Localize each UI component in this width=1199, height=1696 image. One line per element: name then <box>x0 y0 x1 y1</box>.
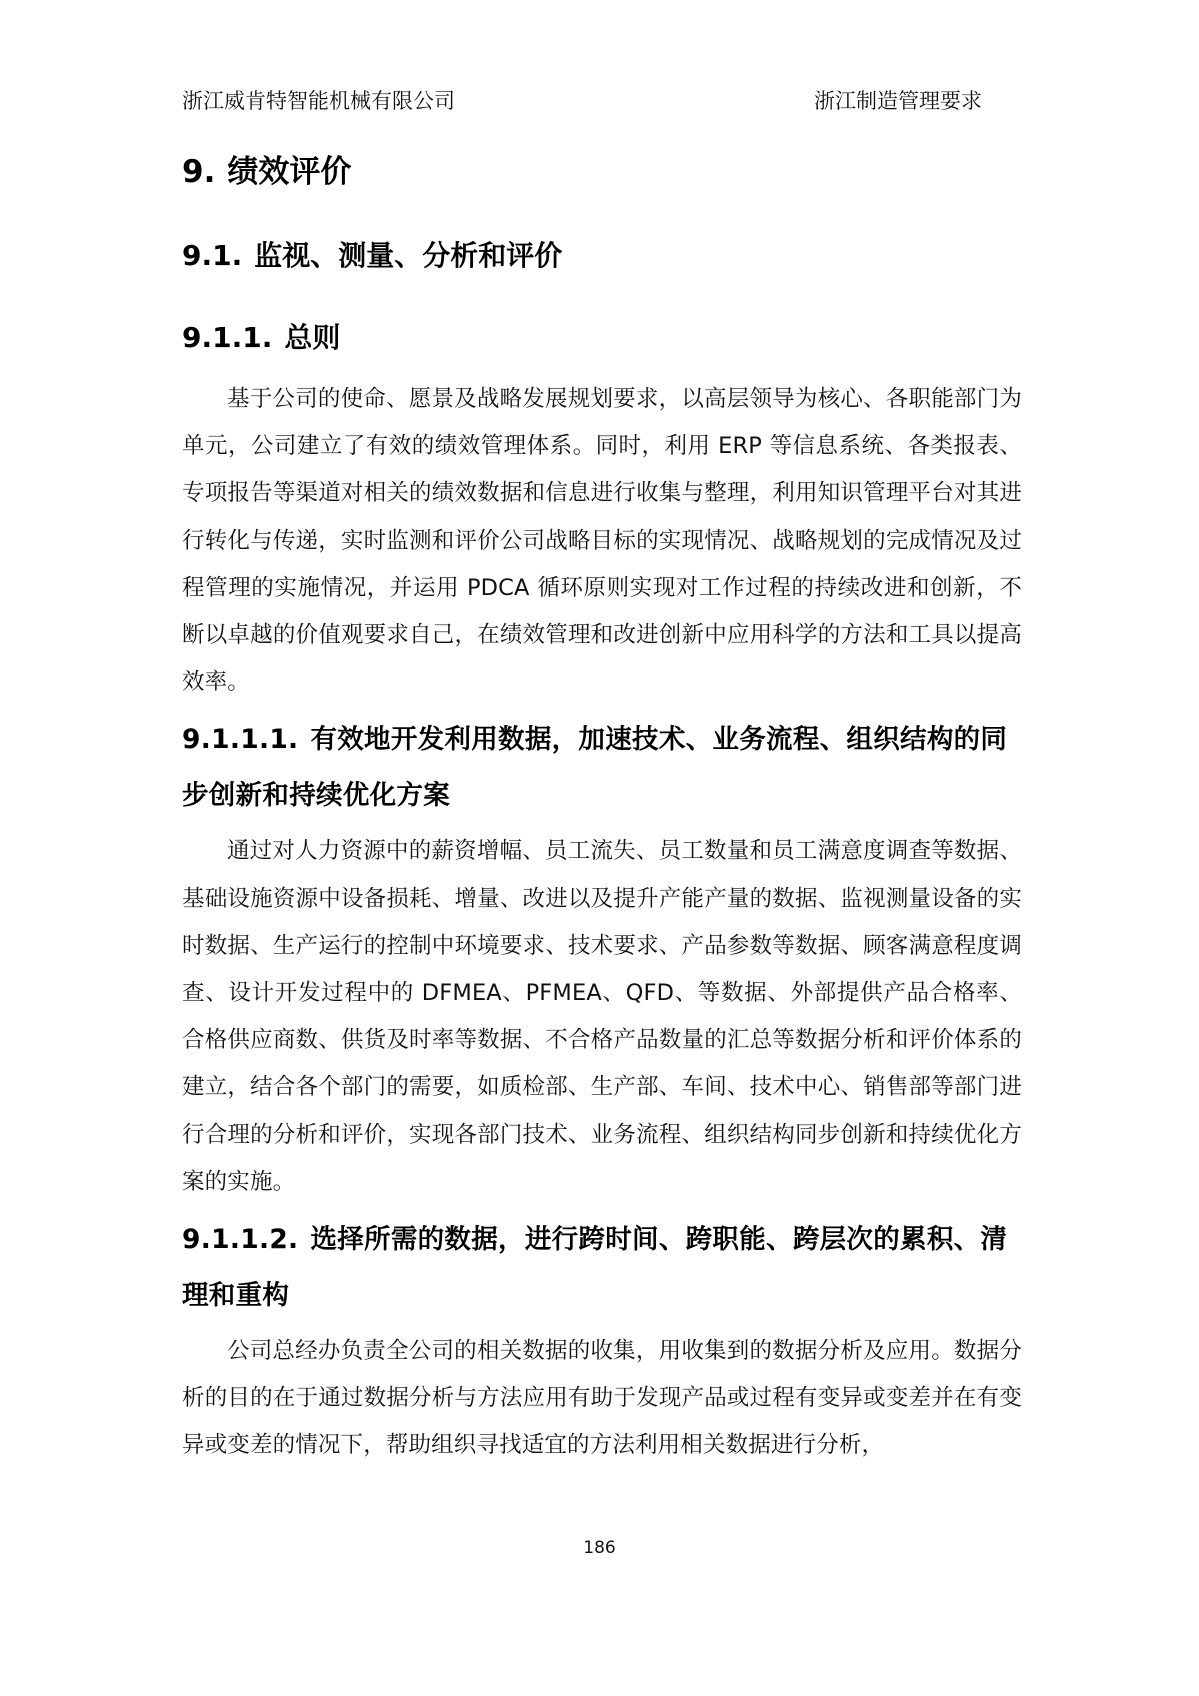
heading-section-9-1-1 <box>182 318 1022 358</box>
heading-title: 监视、测量、分析和评价 <box>254 239 563 272</box>
heading-title: 总则 <box>284 321 341 354</box>
paragraph-data-selection: 公司总经办负责全公司的相关数据的收集，用收集到的数据分析及应用。数据分析的目的在于通过数据分析与方法应用有助于发现产品或过程有变异或变差并在有变异或变差的情况下，帮助组织寻找适宜的方法利用相关数据进行分析， <box>182 1338 1022 1459</box>
heading-title: 选择所需的数据，进行跨时间、跨职能、跨层次的累积、清理和重构 <box>182 1224 1008 1312</box>
page-header <box>182 86 982 116</box>
heading-number: 9.1.1.2. <box>182 1224 299 1256</box>
heading-number: 9.1.1. <box>182 321 273 354</box>
heading-number: 9.1. <box>182 239 243 272</box>
heading-section-9-1 <box>182 236 1022 276</box>
heading-number: 9. <box>182 154 216 190</box>
heading-title: 有效地开发利用数据，加速技术、业务流程、组织结构的同步创新和持续优化方案 <box>182 724 1008 812</box>
page-content <box>182 152 1022 1476</box>
heading-number: 9.1.1.1. <box>182 724 299 756</box>
heading-section-9-1-1-1 <box>182 712 1022 824</box>
header-document-title: 浙江制造管理要求 <box>814 89 982 113</box>
paragraph-general: 基于公司的使命、愿景及战略发展规划要求，以高层领导为核心、各职能部门为单元，公司建立了有效的绩效管理体系。同时，利用 ERP 等信息系统、各类报表、专项报告等渠道对相关的绩效数据和信息进行收集与整理，利用知识管理平台对其进行转化与传递，实时监测和评价公司战略目标的实现情况、战略规划的完成情况及过程管理的实施情况，并运用 PDCA 循环原则实现对工作过程的持续改进和创新，不断以卓越的价值观要求自己，在绩效管理和改进创新中应用科学的方法和工具以提高效率。 <box>182 386 1022 696</box>
header-company-name: 浙江威肯特智能机械有限公司 <box>182 89 455 113</box>
paragraph-data-utilization: 通过对人力资源中的薪资增幅、员工流失、员工数量和员工满意度调查等数据、基础设施资源中设备损耗、增量、改进以及提升产能产量的数据、监视测量设备的实时数据、生产运行的控制中环境要求、技术要求、产品参数等数据、顾客满意程度调查、设计开发过程中的 DFMEA、PFMEA、QFD、等数据、外部提供产品合格率、合格供应商数、供货及时率等数据、不合格产品数量的汇总等数据分析和评价体系的建立，结合各个部门的需要，如质检部、生产部、车间、技术中心、销售部等部门进行合理的分析和评价，实现各部门技术、业务流程、组织结构同步创新和持续优化方案的实施。 <box>182 838 1022 1195</box>
page-number: 186 <box>583 1538 616 1558</box>
heading-title: 绩效评价 <box>227 154 352 190</box>
heading-section-9-1-1-2 <box>182 1212 1022 1324</box>
heading-chapter-9 <box>182 152 1022 192</box>
